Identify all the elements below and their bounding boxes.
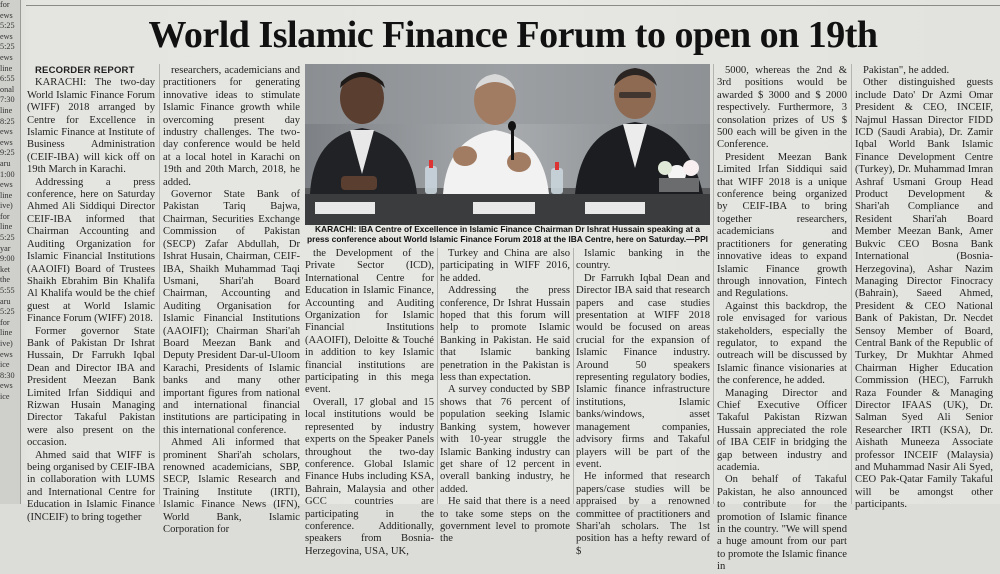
strip-fragment: for bbox=[0, 211, 10, 221]
press-conference-photo bbox=[305, 64, 710, 225]
column-rule bbox=[573, 248, 574, 504]
strip-fragment: line bbox=[0, 222, 13, 232]
photo-illustration bbox=[305, 64, 710, 225]
top-rule bbox=[26, 5, 1000, 6]
article-column-4 bbox=[440, 248, 570, 545]
strip-fragment: ews bbox=[0, 52, 13, 62]
article-column-5 bbox=[576, 248, 710, 557]
strip-fragment: line bbox=[0, 190, 13, 200]
article-paragraph: President Meezan Bank Limited Irfan Siddiqui said that WIFF 2018 is a unique conference being organized by CEIF-IBA to bring together researchers, academicians and practitioners for generating innovative ideas to expand Islamic Finance growth through innovation, Fintech and Regulations. bbox=[717, 151, 847, 300]
column-rule bbox=[159, 64, 160, 504]
strip-fragment: 8:25 bbox=[0, 116, 15, 126]
article-paragraph: Turkey and China are also participating in WIFF 2016, he added. bbox=[440, 248, 570, 284]
article-paragraph: On behalf of Takaful Pakistan, he also announced to contribute for the promotion of Islamic finance in the country. "We will spend a huge amount from our part to promote the Islamic finance in bbox=[717, 474, 847, 573]
byline: RECORDER REPORT bbox=[35, 65, 135, 76]
strip-fragment: line bbox=[0, 328, 13, 338]
article-paragraph: He said that there is a need to take some steps on the government level to promote the bbox=[440, 496, 570, 545]
article-column-7 bbox=[855, 65, 993, 511]
strip-fragment: for bbox=[0, 0, 10, 9]
strip-fragment: ews bbox=[0, 381, 13, 391]
strip-fragment: 6:55 bbox=[0, 74, 15, 84]
article-column-6 bbox=[717, 65, 847, 573]
strip-fragment: aru bbox=[0, 296, 11, 306]
strip-fragment: 5:25 bbox=[0, 233, 15, 243]
strip-fragment: ice bbox=[0, 391, 10, 401]
article-paragraph: Addressing a press conference, here on Saturday Ahmed Ali Siddiqui Director CEIF-IBA informed that Chairman Accounting and Auditing Organization for Islamic Financial Institutions (AAOIFI) Board of Trustees Shaikh Ebrahim Bin Khalifa Al Khalifa would be the chief guest at World Islamic Finance Forum (WIFF) 2018. bbox=[27, 176, 155, 325]
article-paragraph: Other distinguished guests include Dato' Dr Azmi Omar President & CEO, INCEIF, Najmul Hassan Director FIDD ICD (Saudi Arabia), Dr. Zamir Iqbal World Bank Islamic Finance Development Centre (Turkey), Dr. Muhammad Imran Ashraf Usmani Group Head Product Development & Shari'ah Compliance and Resident Shari'ah Board Member Meezan Bank, Amer Bukvic CEO Bosna Bank International (Bosnia-Herzegovina), Ashar Nazim Managing Director Finocracy (Bahrain), Saeed Ahmed, President & CEO National Bank of Pakistan, Dr. Necdet Sensoy Member of Board, Central Bank of the Republic of Turkey, Dr Mukhtar Ahmed Chairman Higher Education Commission (HEC), Farrukh Raza Founder & Managing Director IFAAS (UK), Dr. Salman Syed Ali Senior Researcher IRTI (KSA), Dr. Aishath Muneeza Associate professor INCEIF (Malaysia) and Muhammad Nasir Ali Syed, CEO Pak-Qatar Family Takaful will be amongst other participants. bbox=[855, 77, 993, 511]
article-paragraph: KARACHI: The two-day World Islamic Finance Forum (WIFF) 2018 arranged by Centre for Excellence in Islamic Finance at Institute of Business Administration (CEIF-IBA) will kick off on 19th March in Karachi. bbox=[27, 77, 155, 176]
strip-fragment: line bbox=[0, 105, 13, 115]
strip-fragment: ice bbox=[0, 360, 10, 370]
strip-fragment: 8:30 bbox=[0, 370, 15, 380]
column-rule bbox=[713, 64, 714, 504]
strip-fragment: yar bbox=[0, 243, 11, 253]
strip-fragment: 5:25 bbox=[0, 307, 15, 317]
article-column-3 bbox=[305, 248, 434, 557]
article-paragraph: Addressing the press conference, Dr Ishrat Hussain hoped that this forum will help to promote Islamic Banking in Pakistan. He said that Islamic banking penetration in the Pakistan is less than expectation. bbox=[440, 285, 570, 384]
article-paragraph: Ahmed Ali informed that prominent Shari'ah scholars, renowned academicians, SBP, SECP, Islamic Research and Training Institute (IRTI), Islamic Finance News (IFN), World Bank, Islamic Corporation for bbox=[163, 437, 300, 536]
strip-fragment: ive) bbox=[0, 339, 13, 348]
article-paragraph: Pakistan", he added. bbox=[863, 65, 950, 76]
strip-fragment: line bbox=[0, 63, 13, 73]
article-paragraph: A survey conducted by SBP shows that 76 percent of population seeking Islamic Banking system, however with 10-year struggle the Islamic Banking industry can get share of 12 percent in overall banking industry, he added. bbox=[440, 384, 570, 495]
strip-fragment: onal bbox=[0, 84, 15, 94]
strip-fragment: ews bbox=[0, 349, 13, 359]
article-paragraph: Former governor State Bank of Pakistan Dr Ishrat Hussain, Dr Farrukh Iqbal Dean and Director IBA and President Meezan Bank Limited Irfan Siddiqui and Rizwan Husain Managing Director Takaful Pakistan were also present on the occasion. bbox=[27, 325, 155, 449]
article-paragraph: Ahmed said that WIFF is being organised by CEIF-IBA in collaboration with LUMS and International Centre for Education in Islamic Finance (INCEIF) to bring together bbox=[27, 449, 155, 523]
article-paragraph: He informed that research papers/case studies will be appraised by a renowned committee of practitioners and Shari'ah scholars. The 1st position has a hefty reward of $ bbox=[576, 471, 710, 557]
article-paragraph: Dr Farrukh Iqbal Dean and Director IBA said that research papers and case studies presentation at WIFF 2018 would be focused on areas crucial for the expansion of Islamic Finance industry. Around 50 speakers representing regulatory bodies, Islamic finance infrastructure institutions, Islamic banks/windows, asset management companies, advisory firms and Takaful players will be part of the event. bbox=[576, 272, 710, 470]
adjacent-column-strip bbox=[0, 0, 21, 504]
article-column-2 bbox=[163, 65, 300, 536]
column-rule bbox=[851, 64, 852, 504]
strip-fragment: 7:30 bbox=[0, 95, 15, 105]
article-paragraph: researchers, academicians and practitioners for generating innovative ideas to stimulate Islamic Finance growth while overcoming present day industry challenges. The two-day conference would be held at a local hotel in Karachi on 19th and 20th March, 2018, he added. bbox=[163, 65, 300, 188]
strip-fragment: 5:55 bbox=[0, 286, 15, 296]
article-paragraph: Overall, 17 global and 15 local institutions would be represented by industry experts on the Speaker Panels throughout the two-day conference. Global Islamic Finance Hubs including KSA, Bahrain, Malaysia and other GCC countries are participating in the conference. Additionally, speakers from Bosnia-Herzegovina, USA, UK, bbox=[305, 396, 434, 557]
article-paragraph: 5000, whereas the 2nd & 3rd positions would be awarded $ 3000 and $ 2000 respectively. Furthermore, 3 consolation prizes of US $ 500 each will be given in the Conference. bbox=[717, 65, 847, 151]
strip-fragment: 5:25 bbox=[0, 21, 15, 31]
strip-fragment: 9:25 bbox=[0, 148, 15, 158]
strip-fragment: ews bbox=[0, 137, 13, 147]
article-paragraph: Managing Director and Chief Executive Officer Takaful Pakistan Rizwan Hussain appreciated the role of IBA CEIF in bridging the gap between industry and academia. bbox=[717, 387, 847, 473]
strip-fragment: aru bbox=[0, 158, 11, 168]
strip-fragment: 5:25 bbox=[0, 42, 15, 52]
strip-fragment: ive) bbox=[0, 201, 13, 211]
strip-fragment: ews bbox=[0, 31, 13, 41]
strip-fragment: ews bbox=[0, 10, 13, 20]
article-paragraph: Islamic banking in the country. bbox=[576, 248, 710, 272]
article-paragraph: Against this backdrop, the role envisaged for various stakeholders, especially the regulator, to expand the outreach will be discussed by Islamic finance visionaries at the conference, he added. bbox=[717, 300, 847, 387]
article-column-1 bbox=[27, 65, 155, 523]
strip-fragment: ket bbox=[0, 264, 11, 274]
column-rule bbox=[437, 248, 438, 504]
strip-fragment: for bbox=[0, 317, 10, 327]
photo-caption: KARACHI: IBA Centre of Excellence in Islamic Finance Chairman Dr Ishrat Hussain speaking at a press conference about World Islamic Finance Forum 2018 at the IBA Centre, here on Saturday.—PPI bbox=[306, 224, 709, 244]
strip-fragment: 9:00 bbox=[0, 254, 15, 264]
strip-fragment: ews bbox=[0, 127, 13, 137]
strip-fragment: ews bbox=[0, 180, 13, 190]
headline: World Islamic Finance Forum to open on 19th bbox=[148, 14, 878, 56]
article-paragraph: the Development of the Private Sector (ICD), International Centre for Education in Islamic Finance, Accounting and Auditing Organization for Islamic Financial Institutions (AAOIFI), Deloitte & Touché in addition to key Islamic financial institutions are participating in this mega event. bbox=[305, 248, 434, 396]
article-paragraph: Governor State Bank of Pakistan Tariq Bajwa, Chairman, Securities Exchange Commission of Pakistan (SECP) Zafar Abdullah, Dr Ishrat Husain, Chairman, CEIF- IBA, Shaikh Muhammad Taqi Usmani, Shari'ah Board Chairman, Accounting and Auditing Organisation for Islamic Financial Institutions (AAOIFI); Chairman Shari'ah Board Meezan Bank and Deputy President Dar-ul-Uloom Karachi, Presidents of Islamic banks and many other important figures from national and international financial institutions are participating in this international conference. bbox=[163, 189, 300, 436]
strip-fragment: 1:00 bbox=[0, 169, 15, 179]
strip-fragment: the bbox=[0, 275, 11, 285]
